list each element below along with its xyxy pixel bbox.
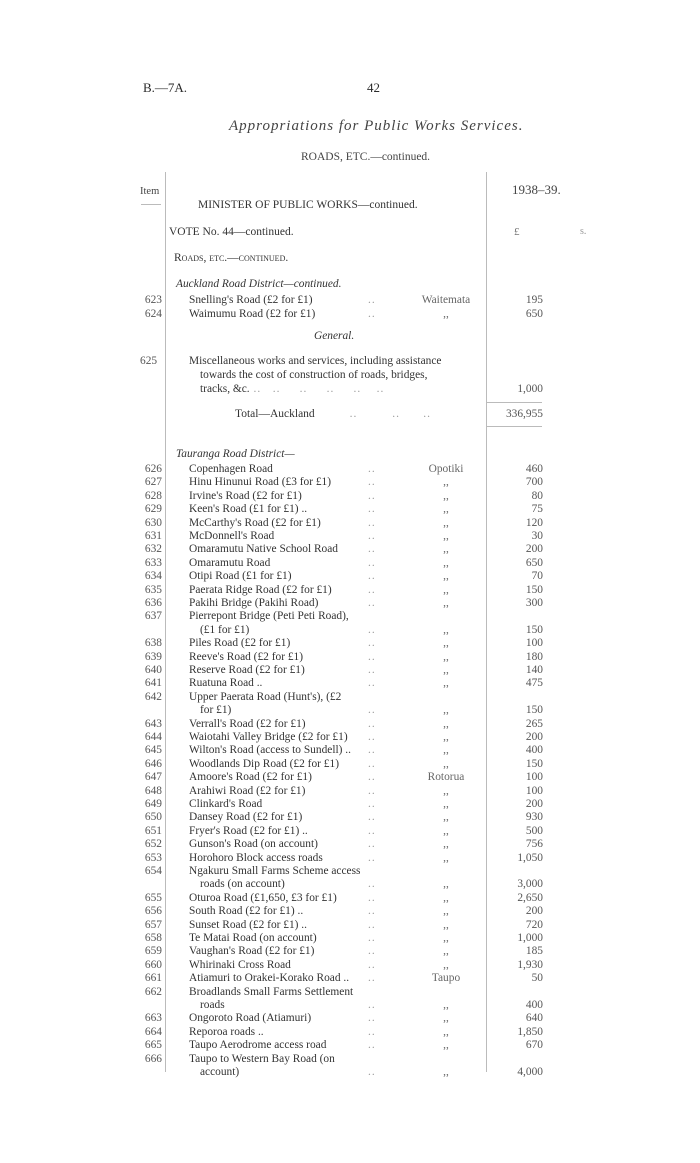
leader-dots: .. [368,583,376,596]
road-description: Waiotahi Valley Bridge (£2 for £1) [189,731,348,743]
county-name: Rotorua [427,771,465,784]
amount: 75 [531,503,543,516]
item-number: 661 [144,972,162,985]
leader-dots: .. [368,489,376,502]
road-description: Reeve's Road (£2 for £1) [189,650,304,663]
road-description: Wilton's Road (access to Sundell) .. [189,744,351,757]
leader-dots: .. [368,958,376,971]
amount: 930 [525,811,543,824]
table-row-continuation [0,877,700,891]
item-number: 631 [144,530,162,542]
item-number: 654 [144,865,162,877]
item-number: 649 [144,798,162,810]
table-row [0,516,700,530]
road-description-continued: account) [200,1066,240,1078]
road-description: Gunson's Road (on account) [189,838,318,851]
amount: 3,000 [517,878,543,891]
minister-heading: MINISTER OF PUBLIC WORKS—continued. [198,199,418,211]
leader-dots: .. [368,811,376,824]
county-name: ,, [443,556,449,569]
item-number: 665 [144,1039,162,1052]
table-row [0,985,700,999]
table-row [0,1038,700,1052]
county-name: ,, [443,637,449,650]
item-number: 642 [144,690,162,703]
table-row [0,810,700,824]
road-description: Clinkard's Road [189,798,263,810]
leader-dots: .. [368,972,376,985]
misc-line-1: Miscellaneous works and services, including assistance [189,355,442,367]
item-number: 627 [144,476,162,489]
amount: 4,000 [517,1066,543,1078]
item-number: 647 [144,771,162,784]
amount: 200 [525,731,543,743]
amount: 475 [525,677,543,690]
amount: 50 [531,972,543,985]
county-name: ,, [443,918,449,931]
road-description: Upper Paerata Road (Hunt's), (£2 [189,690,342,703]
county-name: ,, [443,945,449,958]
table-row-continuation [0,703,700,717]
leader-dots: .. [368,784,376,797]
currency-pounds: £ [514,226,520,238]
amount: 756 [525,838,543,851]
amount: 100 [525,784,543,797]
leader-dots: .. [368,664,376,676]
amount: 1,000 [517,932,543,944]
misc-item-number: 625 [140,355,158,367]
table-row [0,596,700,610]
leader-dots: .. [368,1025,376,1038]
item-number: 646 [144,757,162,770]
road-description: Ongoroto Road (Atiamuri) [189,1012,312,1025]
page-title: Appropriations for Public Works Services. [229,118,524,134]
amount: 400 [525,999,543,1011]
item-number: 623 [144,294,162,306]
leader-dots: .. [368,1066,376,1078]
table-row [0,569,700,583]
table-row [0,529,700,543]
county-name: ,, [443,476,449,489]
item-number: 626 [144,463,162,475]
table-row [0,944,700,958]
county-name: ,, [443,530,449,542]
page-number: 42 [367,80,380,95]
road-description: Paerata Ridge Road (£2 for £1) [189,583,332,596]
leader-dots: .. [368,530,376,542]
item-number: 658 [144,932,162,944]
table-row [0,663,700,677]
county-name: ,, [443,503,449,516]
table-row [0,971,700,985]
table-row [0,1011,700,1025]
table-row [0,958,700,972]
leader-dots: .. [368,1039,376,1052]
table-row [0,717,700,731]
table-row [0,489,700,503]
roads-heading: Roads, etc.—continued. [174,252,289,264]
table-row [0,770,700,784]
table-row [0,891,700,905]
county-name: Waitemata [421,294,471,306]
county-name: ,, [443,757,449,770]
total-amount: 336,955 [505,408,543,420]
county-name: ,, [443,905,449,918]
amount: 80 [531,489,543,502]
road-description: Reserve Road (£2 for £1) [189,664,305,676]
amount: 150 [525,757,543,770]
county-name: ,, [443,704,449,717]
table-row [0,676,700,690]
amount: 70 [531,570,543,583]
item-number: 651 [144,824,162,837]
road-description: Amoore's Road (£2 for £1) [189,771,312,784]
table-row-continuation [0,998,700,1012]
leader-dots: .. [368,851,376,864]
leader-dots: .. [368,824,376,837]
table-row [0,542,700,556]
road-description-continued: for £1) [200,704,232,717]
table-row-continuation [0,1065,700,1079]
total-label-text: Total—Auckland [235,408,315,420]
item-number: 643 [144,717,162,730]
table-row [0,757,700,771]
table-row [0,307,700,321]
road-description: Omaramutu Road [189,556,271,569]
county-name: ,, [443,717,449,730]
amount: 720 [525,918,543,931]
leader-dots: .. [368,717,376,730]
road-description: Keen's Road (£1 for £1) .. [189,503,308,516]
item-number: 630 [144,516,162,529]
road-description-continued: roads [200,999,225,1011]
amount: 200 [525,798,543,810]
item-number: 644 [144,731,162,743]
item-number: 663 [144,1012,162,1025]
road-description: Omaramutu Native School Road [189,543,338,556]
amount: 640 [525,1012,543,1025]
amount: 100 [525,637,543,650]
road-description: Horohoro Block access roads [189,851,323,864]
table-row [0,293,700,307]
item-number: 645 [144,744,162,757]
road-description: Fryer's Road (£2 for £1) .. [189,824,308,837]
road-description: McDonnell's Road [189,530,275,542]
total-rule-bottom [486,426,542,427]
county-name: ,, [443,623,449,636]
leader-dots: .. [368,878,376,891]
table-row [0,475,700,489]
currency-shillings: s. [580,226,587,237]
county-name: ,, [443,1066,449,1078]
leader-dots: .. [368,1012,376,1025]
county-name: ,, [443,489,449,502]
leader-dots: .. [368,650,376,663]
road-description: Broadlands Small Farms Settlement [189,985,354,998]
leader-dots: .. [368,308,376,320]
amount: 1,850 [517,1025,543,1038]
road-description: Hinu Hinunui Road (£3 for £1) [189,476,332,489]
road-description: South Road (£2 for £1) .. [189,905,304,918]
county-name: ,, [443,516,449,529]
leader-dots: .. [368,757,376,770]
road-description: Verrall's Road (£2 for £1) [189,717,306,730]
amount: 180 [525,650,543,663]
county-name: Opotiki [428,463,464,475]
leader-dots: .. [368,932,376,944]
item-number: 624 [144,308,162,320]
column-header-item: Item [140,186,160,197]
county-name: ,, [443,811,449,824]
amount: 150 [525,623,543,636]
road-description: Oturoa Road (£1,650, £3 for £1) [189,891,337,904]
leader-dots: .. [368,623,376,636]
amount: 150 [525,704,543,717]
county-name: ,, [443,851,449,864]
road-description: Taupo Aerodrome access road [189,1039,327,1052]
item-number: 635 [144,583,162,596]
table-row [0,743,700,757]
road-description: Woodlands Dip Road (£2 for £1) [189,757,339,770]
leader-dots: .. [368,771,376,784]
item-number: 639 [144,650,162,663]
tauranga-district-heading: Tauranga Road District— [176,448,295,460]
amount: 700 [525,476,543,489]
item-number: 659 [144,945,162,958]
road-description: Piles Road (£2 for £1) [189,637,291,650]
table-row [0,556,700,570]
item-number: 650 [144,811,162,824]
road-description: Atiamuri to Orakei-Korako Road .. [189,972,350,985]
leader-dots: .. [368,570,376,583]
county-name: ,, [443,891,449,904]
misc-line-3-text: tracks, &c. [200,383,250,395]
road-description: Pakihi Bridge (Pakihi Road) [189,597,319,609]
leader-dots: .. [368,731,376,743]
county-name: ,, [443,798,449,810]
amount: 1,930 [517,958,543,971]
misc-amount: 1,000 [517,383,543,395]
item-number: 634 [144,570,162,583]
item-number: 655 [144,891,162,904]
total-rule-top [486,402,542,403]
road-description-continued: roads (on account) [200,878,285,891]
table-row-continuation [0,623,700,637]
amount: 1,050 [517,851,543,864]
amount: 460 [525,463,543,475]
leader-dots: .. [368,945,376,958]
table-row [0,1025,700,1039]
table-row [0,502,700,516]
road-description: McCarthy's Road (£2 for £1) [189,516,321,529]
leader-dots: .. [368,503,376,516]
amount: 150 [525,583,543,596]
amount: 265 [525,717,543,730]
auckland-district-heading: Auckland Road District—continued. [176,278,342,290]
item-number: 640 [144,664,162,676]
amount: 650 [525,556,543,569]
item-number: 657 [144,918,162,931]
road-description: Whirinaki Cross Road [189,958,291,971]
leader-dots: .. [368,463,376,475]
county-name: ,, [443,650,449,663]
road-description: Vaughan's Road (£2 for £1) [189,945,315,958]
leader-dots: .. [368,543,376,556]
item-number: 653 [144,851,162,864]
leader-dots: .. [368,918,376,931]
road-description: Ngakuru Small Farms Scheme access [189,865,361,877]
amount: 100 [525,771,543,784]
leader-dots: .. [368,744,376,757]
leader-dots: .. [368,704,376,717]
page-ref: B.—7A. [143,80,188,95]
county-name: ,, [443,784,449,797]
amount: 120 [525,516,543,529]
county-name: ,, [443,838,449,851]
road-description: Te Matai Road (on account) [189,932,317,944]
total-label: Total—Auckland .. .. .. [235,408,431,420]
road-description: Irvine's Road (£2 for £1) [189,489,302,502]
table-row [0,784,700,798]
road-description: Arahiwi Road (£2 for £1) [189,784,306,797]
item-number: 633 [144,556,162,569]
item-number: 629 [144,503,162,516]
leader-dots: .. [368,838,376,851]
county-name: ,, [443,664,449,676]
table-row [0,824,700,838]
county-name: ,, [443,932,449,944]
misc-line-3: tracks, &c. .. .. .. .. .. .. [200,383,385,395]
road-description: Taupo to Western Bay Road (on [189,1052,335,1065]
leader-dots: .. [368,905,376,918]
road-description: Dansey Road (£2 for £1) [189,811,303,824]
road-description: Pierrepont Bridge (Peti Peti Road), [189,610,349,623]
table-row [0,1052,700,1066]
amount: 670 [525,1039,543,1052]
road-description: Copenhagen Road [189,463,273,475]
table-row [0,864,700,878]
county-name: ,, [443,878,449,891]
leader-dots: .. [368,294,376,306]
column-header-year: 1938–39. [512,182,561,197]
county-name: ,, [443,744,449,757]
table-row [0,462,700,476]
general-heading: General. [314,330,355,342]
table-row [0,837,700,851]
county-name: ,, [443,958,449,971]
table-row [0,636,700,650]
road-description: Snelling's Road (£2 for £1) [189,294,313,306]
county-name: ,, [443,583,449,596]
leader-dots: .. [368,637,376,650]
table-row [0,609,700,623]
table-row [0,690,700,704]
item-number: 637 [144,610,162,623]
leader-dots: .. [368,556,376,569]
page-subtitle: ROADS, ETC.—continued. [301,151,431,163]
leader-dots: .. [368,516,376,529]
table-row [0,918,700,932]
table-row [0,797,700,811]
misc-line-2: towards the cost of construction of roads, bridges, [200,369,428,381]
leader-dots: .. [368,999,376,1011]
item-header-rule [141,204,161,205]
amount: 300 [525,597,543,609]
amount: 195 [525,294,543,306]
leader-dots: .. [368,798,376,810]
county-name: ,, [443,1025,449,1038]
county-name: ,, [443,570,449,583]
item-number: 648 [144,784,162,797]
amount: 140 [525,664,543,676]
amount: 200 [525,905,543,918]
amount: 2,650 [517,891,543,904]
county-name: Taupo [431,972,461,985]
leader-dots: .. [368,476,376,489]
table-row [0,583,700,597]
county-name: ,, [443,597,449,609]
amount: 650 [525,308,543,320]
item-number: 632 [144,543,162,556]
county-name: ,, [443,1039,449,1052]
leader-dots: .. [368,597,376,609]
table-row [0,650,700,664]
item-number: 662 [144,985,162,998]
road-description: Otipi Road (£1 for £1) [189,570,292,583]
county-name: ,, [443,308,449,320]
vote-heading: VOTE No. 44—continued. [169,226,294,238]
item-number: 636 [144,597,162,609]
road-description-continued: (£1 for £1) [200,623,250,636]
amount: 30 [531,530,543,542]
item-number: 652 [144,838,162,851]
county-name: ,, [443,1012,449,1025]
item-number: 638 [144,637,162,650]
county-name: ,, [443,543,449,556]
road-description: Waimumu Road (£2 for £1) [189,308,316,320]
table-row [0,730,700,744]
county-name: ,, [443,824,449,837]
item-number: 666 [144,1052,162,1065]
item-number: 660 [144,958,162,971]
amount: 400 [525,744,543,757]
item-number: 664 [144,1025,162,1038]
road-description: Ruatuna Road .. [189,677,263,690]
table-row [0,931,700,945]
amount: 200 [525,543,543,556]
table-row [0,851,700,865]
county-name: ,, [443,677,449,690]
item-number: 656 [144,905,162,918]
item-number: 641 [144,677,162,690]
table-row [0,904,700,918]
amount: 185 [525,945,543,958]
road-description: Reporoa roads .. [189,1025,264,1038]
leader-dots: .. [368,677,376,690]
county-name: ,, [443,999,449,1011]
road-description: Sunset Road (£2 for £1) .. [189,918,308,931]
leader-dots: .. [368,891,376,904]
county-name: ,, [443,731,449,743]
amount: 500 [525,824,543,837]
item-number: 628 [144,489,162,502]
